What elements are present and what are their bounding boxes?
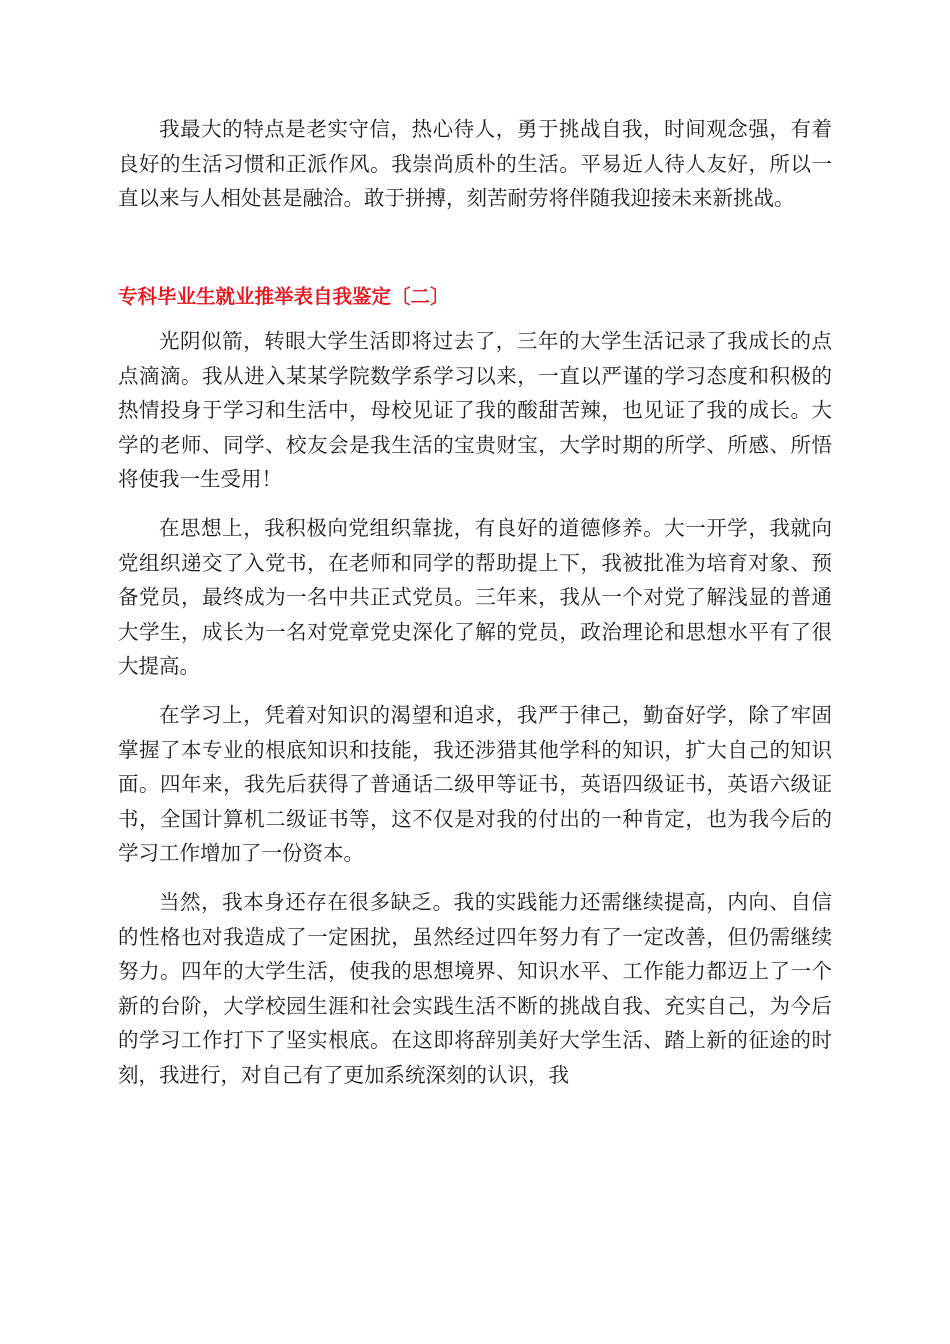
section-body bbox=[118, 324, 832, 1092]
section-heading: 专科毕业生就业推举表自我鉴定〔二〕 bbox=[118, 285, 450, 308]
body-paragraph: 在思想上，我积极向党组织靠拢，有良好的道德修养。大一开学，我就向党组织递交了入党书，在老师和同学的帮助提上下，我被批准为培育对象、预备党员，最终成为一名中共正式党员。三年来，我从一个对党了解浅显的普通大学生，成长为一名对党章党史深化了解的党员，政治理论和思想水平有了很大提高。 bbox=[118, 515, 832, 679]
body-paragraph: 在学习上，凭着对知识的渴望和追求，我严于律己，勤奋好学，除了牢固掌握了本专业的根底知识和技能，我还涉猎其他学科的知识，扩大自己的知识面。四年来，我先后获得了普通话二级甲等证书，英语四级证书，英语六级证书，全国计算机二级证书等，这不仅是对我的付出的一种肯定，也为我今后的学习工作增加了一份资本。 bbox=[118, 702, 832, 866]
document-content bbox=[118, 112, 832, 1087]
intro-paragraph: 我最大的特点是老实守信，热心待人，勇于挑战自我，时间观念强，有着良好的生活习惯和正派作风。我崇尚质朴的生活。平易近人待人友好，所以一直以来与人相处甚是融洽。敢于拼搏，刻苦耐劳将伴随我迎接未来新挑战。 bbox=[118, 117, 832, 211]
body-paragraph: 当然，我本身还存在很多缺乏。我的实践能力还需继续提高，内向、自信的性格也对我造成了一定困扰，虽然经过四年努力有了一定改善，但仍需继续努力。四年的大学生活，使我的思想境界、知识水平、工作能力都迈上了一个新的台阶，大学校园生涯和社会实践生活不断的挑战自我、充实自己，为今后的学习工作打下了坚实根底。在这即将辞别美好大学生活、踏上新的征途的时刻，我进行，对自己有了更加系统深刻的认识，我 bbox=[118, 889, 832, 1087]
body-paragraph: 光阴似箭，转眼大学生活即将过去了，三年的大学生活记录了我成长的点点滴滴。我从进入某某学院数学系学习以来，一直以严谨的学习态度和积极的热情投身于学习和生活中，母校见证了我的酸甜苦辣，也见证了我的成长。大学的老师、同学、校友会是我生活的宝贵财宝，大学时期的所学、所感、所悟将使我一生受用！ bbox=[118, 329, 832, 492]
